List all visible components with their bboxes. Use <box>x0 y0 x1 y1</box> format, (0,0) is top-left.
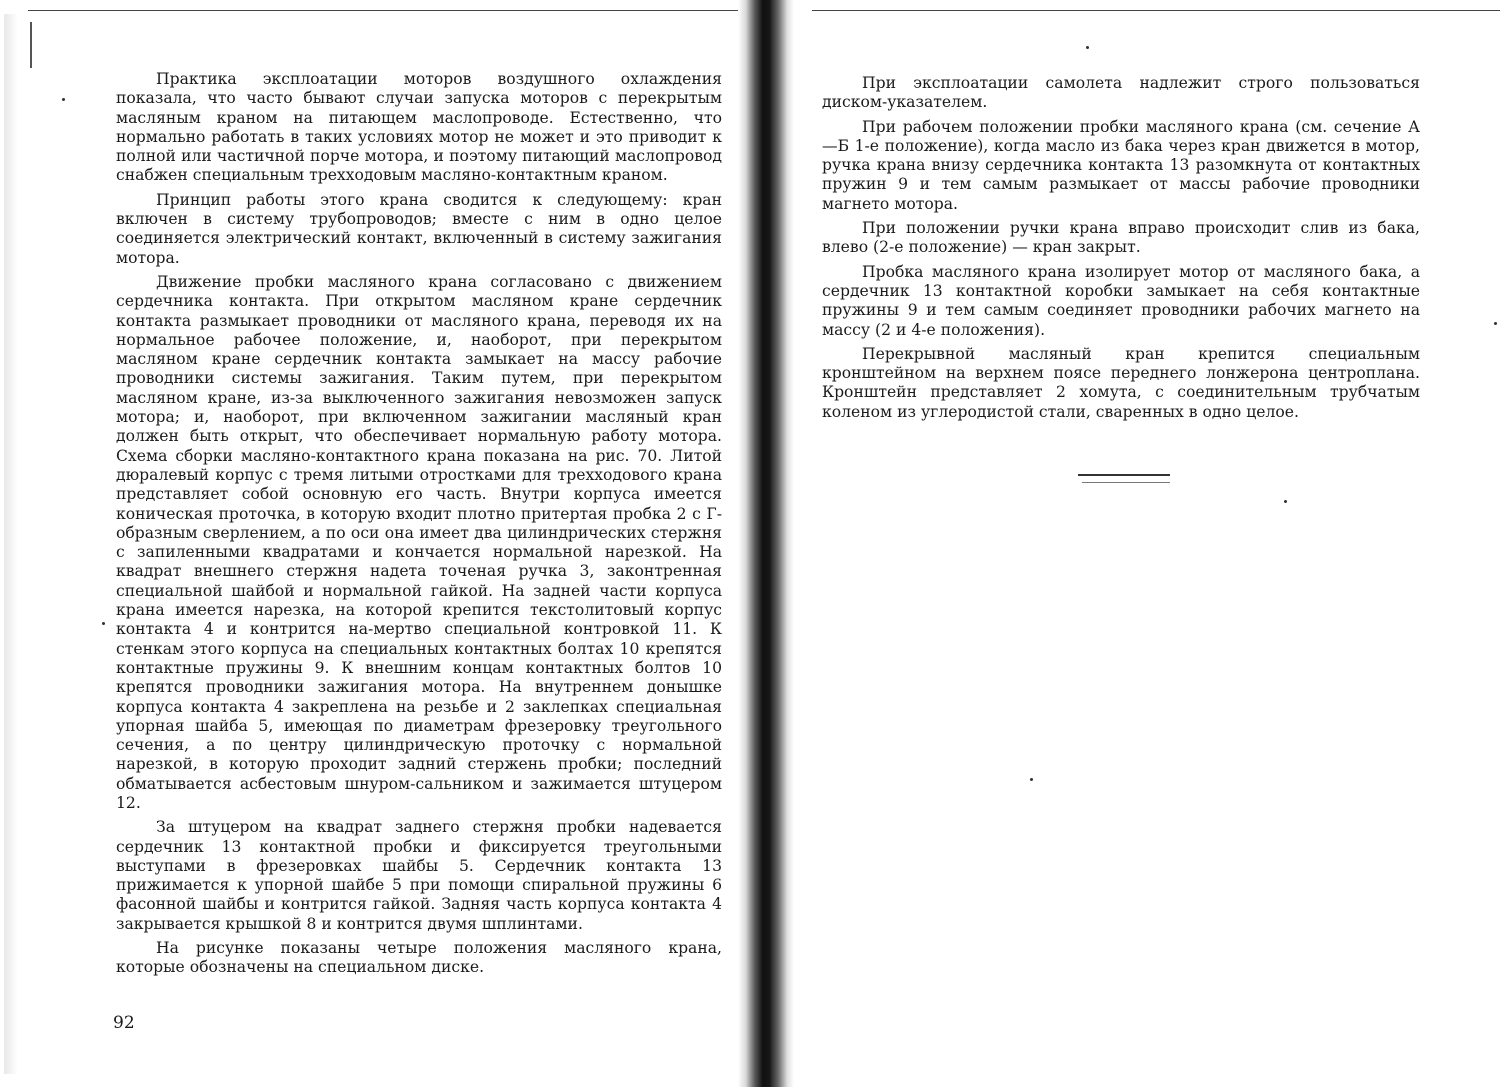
left-paragraph-5: На рисунке показаны четыре положения масляного крана, которые обозначены на специальном диске. <box>116 939 722 977</box>
scan-speck <box>1494 322 1497 325</box>
right-paragraph-1: При эксплоатации самолета надлежит строго пользоваться диском-указателем. <box>822 74 1420 112</box>
left-paragraph-4: За штуцером на квадрат заднего стержня пробки надевается сердечник 13 контактной пробки и фиксируется треугольными выступами в фрезеровках шайбы 5. Сердечник контакта 13 прижимается к упорной шайбе 5 при помощи спиральной пружины 6 фасонной шайбы и контрится гайкой. Задняя часть корпуса контакта 4 закрывается крышкой 8 и контрится двумя шплинтами. <box>116 818 722 933</box>
left-paragraph-3: Движение пробки масляного крана согласовано с движением сердечника контакта. При открытом масляном кране сердечник контакта размыкает проводники от масляного крана, переводя их на нормальное рабочее положение, и, наоборот, при перекрытом масляном кране сердечник контакта замыкает на массу рабочие проводники системы зажигания. Таким путем, при перекрытом масляном кране, из-за выключенного зажигания невозможен запуск мотора; и, наоборот, при включенном зажигании масляный кран должен быть открыт, что обеспечивает нормальную работу мотора. Схема сборки масляно-контактного крана показана на рис. 70. Литой дюралевый корпус с тремя литыми отростками для трехходового крана представляет собой основную его часть. Внутри корпуса имеется коническая проточка, в которую входит плотно притертая пробка 2 с Г-образным сверлением, а по оси она имеет два цилиндрических стержня с запиленными квадратами и кончается нормальной нарезкой. На квадрат внешнего стержня надета точеная ручка 3, законтренная специальной шайбой и нормальной гайкой. На задней части корпуса крана имеется нарезка, на которой крепится текстолитовый корпус контакта 4 и контрится на-мертво специальной контровкой 11. К стенкам этого корпуса на специальных контактных болтах 10 крепятся контактные пружины 9. К внешним концам контактных болтов 10 крепятся проводники зажигания мотора. На внутреннем донышке корпуса контакта 4 закреплена на резьбе и 2 заклепках специальная упорная шайба 5, имеющая по диаметрам фрезеровку треугольного сечения, а по центру цилиндрическую проточку с нормальной нарезкой, в которую проходит задний стержень пробки; последний обматывается асбестовым шнуром-сальником и зажимается штуцером 12. <box>116 272 722 812</box>
top-rule-left <box>28 10 768 11</box>
page-edge-shadow <box>4 14 18 1074</box>
end-of-chapter-rule <box>1078 474 1170 476</box>
scan-speck <box>102 622 105 625</box>
scan-speck <box>1086 46 1089 49</box>
left-page-text <box>116 70 722 983</box>
book-gutter-shadow <box>738 0 794 1087</box>
end-of-chapter-rule-thin <box>1082 482 1170 483</box>
right-paragraph-4: Пробка масляного крана изолирует мотор от масляного бака, а сердечник 13 контактной коробки замыкает на себя контактные пружины 9 и тем самым соединяет проводники рабочих магнето на массу (2 и 4-е положения). <box>822 262 1420 339</box>
scan-speck <box>1284 500 1287 503</box>
scan-speck <box>1030 778 1033 781</box>
scan-speck <box>62 98 65 101</box>
left-paragraph-2: Принцип работы этого крана сводится к следующему: кран включен в систему трубопроводов; вместе с ним в одно целое соединяется электрический контакт, включенный в систему зажигания мотора. <box>116 190 722 267</box>
page-edge-mark <box>30 22 32 68</box>
right-paragraph-2: При рабочем положении пробки масляного крана (см. сечение А—Б 1-е положение), когда масло из бака через кран движется в мотор, ручка крана внизу сердечника контакта 13 разомкнута от контактных пружин 9 и тем самым размыкает от массы рабочие проводники магнето мотора. <box>822 117 1420 213</box>
right-page-text <box>822 74 1420 427</box>
top-rule-right <box>812 10 1500 11</box>
right-paragraph-3: При положении ручки крана вправо происходит слив из бака, влево (2-е положение) — кран закрыт. <box>822 219 1420 257</box>
left-paragraph-1: Практика эксплоатации моторов воздушного охлаждения показала, что часто бывают случаи запуска моторов с перекрытым масляным краном на питающем маслопроводе. Естественно, что нормально работать в таких условиях мотор не может и это приводит к полной или частичной порче мотора, и поэтому питающий маслопровод снабжен специальным трехходовым масляно-контактным краном. <box>116 70 722 185</box>
right-paragraph-5: Перекрывной масляный кран крепится специальным кронштейном на верхнем поясе переднего лонжерона центроплана. Кронштейн представляет 2 хомута, с соединительным трубчатым коленом из углеродистой стали, сваренных в одно целое. <box>822 344 1420 421</box>
page-number: 92 <box>113 1013 135 1033</box>
